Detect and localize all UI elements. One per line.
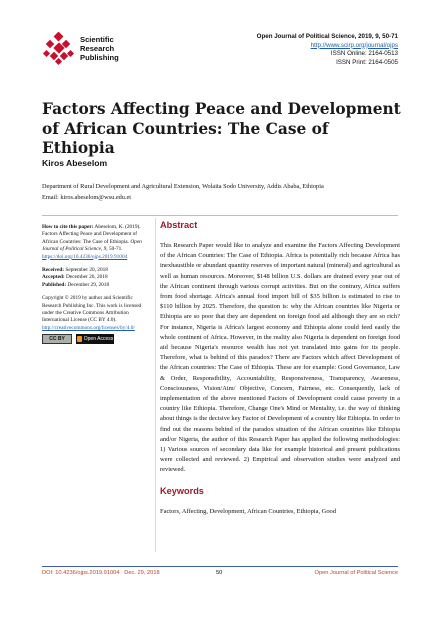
citation-block: How to cite this paper: Abeselom, K. (2019). Factors Affecting Peace and Development of African Countries: The Case of Ethiopia. Open Journal of Political Science, 9, 50-71. https://doi.org/10.4236/ojps.2019.91004 — [42, 224, 142, 260]
author-name: Kiros Abeselom — [42, 158, 108, 168]
article-sidebar — [42, 224, 152, 350]
open-access-badge: Open Access — [76, 334, 114, 344]
author-affiliation: Department of Rural Development and Agricultural Extension, Wolaita Sodo University, Addis Ababa, Ethiopia Email: kiros.abeselom@wsu.edu.et — [42, 181, 402, 203]
issn-online: ISSN Online: 2164-0513 — [330, 50, 398, 58]
cc-by-badge-icon[interactable]: CC BY — [42, 334, 72, 344]
footer-rule — [42, 566, 398, 567]
column-divider — [155, 218, 156, 552]
header-divider — [42, 215, 398, 216]
doi-link[interactable]: https://doi.org/10.4236/ojps.2019.91004 — [42, 253, 128, 260]
scirp-logo-icon — [42, 32, 76, 66]
abstract-heading: Abstract — [160, 220, 198, 230]
journal-title: Open Journal of Political Science, 2019, 9, 50-71 — [256, 33, 398, 40]
journal-url-link[interactable]: http://www.scirp.org/journal/ojps — [310, 41, 398, 49]
article-title: Factors Affecting Peace and Development of African Countries: The Case of Ethiopia — [42, 100, 401, 157]
open-lock-icon — [77, 336, 82, 342]
page-number: 50 — [216, 570, 223, 576]
author-email: Email: kiros.abeselom@wsu.edu.et — [42, 194, 132, 201]
footer-date: Dec. 29, 2018 — [124, 570, 160, 576]
main-column — [160, 220, 400, 517]
abstract-text: This Research Paper would like to analyze and examine the Factors Affecting Development of the African Countries: The Case of Ethiopia. Africa is potentially rich because Africa has inexhaustible or abundant quantity reserves of important natural (mineral) and agricultural as well as human resources. Moreover, $148 billion U.S. dollars are drained every year out of the African continent through various corrupt activities. But on the contrary, Africa suffers from food shortage. Africa's annual food import bill of $35 billion is estimated to rise to $110 billion by 2025. Therefore, the question is: why the African countries like Nigeria or Ethiopia are so poor that they are dependent on foreign food aid although they are so rich? For instance, Nigeria is Africa's largest economy and Ethiopia alone could feed easily the whole continent of Africa. However, in the reality also Nigeria is dependent on foreign food aid because Nigeria's resource wealth has not yet translated into gains for its people. Therefore, what is behind of this paradox? There are Factors which affect Development of the African countries: The Case of Ethiopia. These are for example: Good Governance, Law & Order, Responsibility, Accountability, Responsiveness, Transparency, Awareness, Consciousness, Vision/Aim/ Objective, Concern, Fairness, etc. Consequently, lack of implementation of the above mentioned Factors of Development could cause poverty in a country like Ethiopia. Therefore, Change One's Mind or Mentality, i.e. the way of thinking about things is the decisive key Factor of Development of a country like Ethiopia. In order to find out the reasons behind of the paradox situation of the African countries like Ethiopia and/or Nigeria, the author of this Research Paper has applied the following methodologies: 1) Various sources of secondary data like for example historical and present publications were collected and reviewed. 2) Empirical and observation studies were analyzed and reviewed. — [160, 242, 400, 474]
keywords-text: Factors, Affecting, Development, African Countries, Ethiopia, Good — [160, 507, 336, 515]
footer-doi: DOI: 10.4236/ojps.2019.91004 Dec. 29, 2018 — [42, 570, 160, 576]
journal-info — [257, 33, 398, 67]
copyright-block: Copyright © 2019 by author and Scientific Research Publishing Inc. This work is licensed under the Creative Commons Attribution International License (CC BY 4.0). http://creativecommons.org/licenses/by/4.0/ CC BY Open Access — [42, 295, 152, 344]
keywords-heading: Keywords — [160, 485, 204, 496]
license-link[interactable]: http://creativecommons.org/licenses/by/4.0/ — [42, 324, 135, 331]
page-header — [0, 0, 440, 74]
issn-print: ISSN Print: 2164-0505 — [336, 58, 398, 66]
dates-block: Received: September 20, 2018 Accepted: December 26, 2018 Published: December 29, 2018 — [42, 267, 110, 288]
publisher-name: Scientific Research Publishing — [80, 35, 119, 62]
footer-journal-name: Open Journal of Political Science — [314, 570, 398, 576]
